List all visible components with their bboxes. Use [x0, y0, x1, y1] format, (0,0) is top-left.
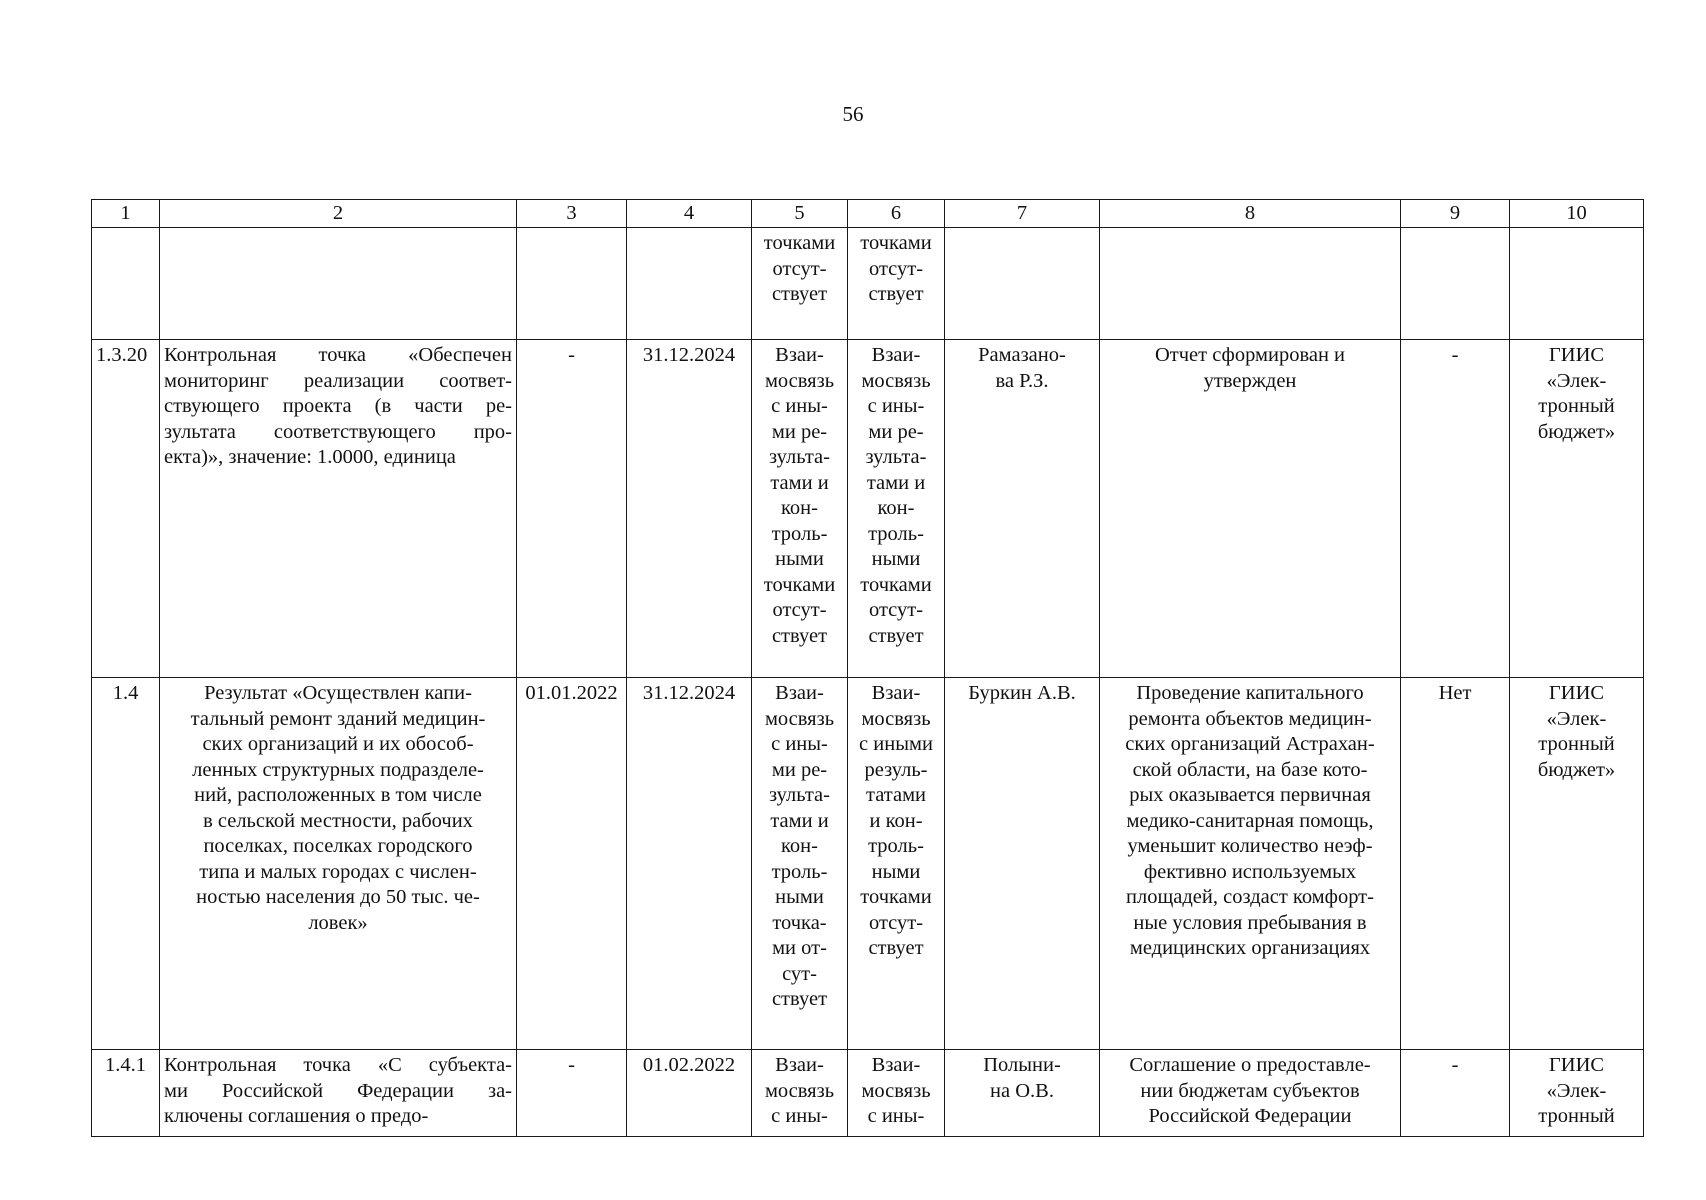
cell-text-line: сут- — [782, 962, 817, 985]
cell-text-line: ми ре- — [771, 420, 828, 443]
cell-text-line: ными — [871, 860, 921, 883]
table-cell — [945, 340, 1100, 678]
cell-text-line — [164, 231, 512, 257]
cell-text-line: ми ре- — [771, 758, 828, 781]
cell-text-line: точками — [860, 232, 932, 254]
cell-text-line — [1514, 231, 1639, 257]
cell-text-line: с иными — [859, 733, 933, 755]
table-cell — [752, 678, 848, 1050]
table-cell — [160, 678, 517, 1050]
cell-text-line: утвержден — [1203, 369, 1297, 392]
cell-text-line: 31.12.2024 — [642, 682, 736, 704]
cell-text-line: татами — [865, 784, 927, 806]
cell-text-line: медицинских организациях — [1129, 937, 1371, 959]
cell-text-line: 1.3.20 — [96, 344, 148, 366]
cell-text-line — [1405, 231, 1505, 257]
table-body — [92, 200, 1644, 1137]
table-cell — [1100, 678, 1401, 1050]
cell-text-line: Взаи- — [775, 682, 824, 704]
cell-text-line: отсут- — [772, 599, 827, 621]
cell-text-line: зультата соответствующего про- — [164, 420, 512, 443]
table-cell — [517, 678, 627, 1050]
cell-text-line: ствует — [868, 624, 924, 647]
cell-text-line: в сельской местности, рабочих — [203, 809, 473, 832]
cell-text-line: зульта- — [769, 446, 830, 468]
cell-text-line: троль- — [771, 860, 828, 883]
cell-text-line: ми Российской Федерации за- — [164, 1079, 512, 1102]
cell-text-line: ми от- — [772, 937, 827, 959]
cell-text-line: троль- — [868, 835, 924, 857]
table-cell — [752, 228, 848, 340]
cell-text-line: мосвязь — [764, 1079, 835, 1102]
cell-text-line: точка- — [772, 911, 827, 934]
cell-text-line: кон- — [781, 835, 818, 857]
table-row — [92, 1050, 1644, 1137]
cell-text-line: бюджет» — [1537, 758, 1616, 781]
cell-text-line: ва Р.З. — [995, 369, 1049, 392]
cell-text-line: ГИИС — [1548, 1054, 1605, 1076]
cell-text-line: Контрольная точка «С субъекта- — [164, 1054, 512, 1076]
table-cell — [848, 228, 945, 340]
table-cell — [1100, 340, 1401, 678]
cell-text-line: зульта- — [865, 446, 927, 468]
column-number-cell: 7 — [945, 200, 1100, 228]
cell-text-line: на О.В. — [990, 1079, 1054, 1102]
cell-text-line: тронный — [1538, 1105, 1615, 1127]
table-cell — [627, 228, 752, 340]
cell-text-line — [1104, 231, 1396, 257]
cell-text-line: Соглашение о предоставле- — [1129, 1054, 1371, 1076]
cell-text-line: Нет — [1438, 682, 1472, 704]
column-number-row — [92, 200, 1644, 228]
cell-text-line: ствует — [771, 624, 828, 647]
cell-text-line: мосвязь — [764, 369, 835, 392]
cell-text-line: нии бюджетам субъектов — [1140, 1079, 1360, 1102]
cell-text-line: отсут- — [868, 911, 924, 934]
cell-text-line: ключены соглашения о предо- — [164, 1105, 429, 1127]
cell-text-line — [631, 231, 747, 257]
cell-text-line: Взаи- — [871, 1054, 921, 1076]
cell-text-line: зульта- — [769, 784, 830, 806]
cell-text-line: Полыни- — [983, 1054, 1061, 1076]
cell-text-line: бюджет» — [1537, 420, 1616, 443]
cell-text-line: 01.01.2022 — [525, 682, 618, 704]
cell-text-line: мосвязь — [861, 707, 931, 730]
table-cell — [92, 228, 160, 340]
table-cell — [627, 340, 752, 678]
table-cell — [1510, 678, 1644, 1050]
table-cell — [752, 340, 848, 678]
cell-text-line: ностью населения до 50 тыс. че- — [196, 886, 480, 908]
cell-text-line: мосвязь — [861, 369, 931, 392]
cell-text-line — [521, 231, 622, 257]
cell-text-line: ских организаций и их обособ- — [202, 733, 474, 755]
cell-text-line: тронный — [1538, 733, 1615, 755]
column-number-cell: 1 — [92, 200, 160, 228]
table-cell — [1401, 340, 1510, 678]
cell-text-line: отсут- — [868, 257, 924, 280]
cell-text-line: Взаи- — [871, 344, 921, 366]
column-number-cell: 3 — [517, 200, 627, 228]
table-cell — [1401, 1050, 1510, 1137]
cell-text-line: тальный ремонт зданий медицин- — [190, 707, 486, 730]
cell-text-line: Взаи- — [775, 1054, 824, 1076]
cell-text-line: «Элек- — [1546, 369, 1607, 392]
cell-text-line: ГИИС — [1548, 682, 1605, 704]
table-cell — [1401, 678, 1510, 1050]
cell-text-line: тами и — [770, 809, 829, 832]
cell-text-line: точками — [860, 886, 932, 908]
cell-text-line: мосвязь — [764, 707, 835, 730]
cell-text-line: ленных структурных подразделе- — [192, 758, 484, 781]
table-cell — [160, 340, 517, 678]
cell-text-line: ствует — [771, 988, 828, 1010]
cell-text-line: 31.12.2024 — [642, 344, 736, 366]
column-number-cell: 4 — [627, 200, 752, 228]
table-cell — [517, 340, 627, 678]
table-row — [92, 678, 1644, 1050]
table-cell — [1100, 1050, 1401, 1137]
cell-text-line: с ины- — [867, 395, 925, 417]
cell-text-line: точками — [763, 232, 836, 254]
table-row — [92, 228, 1644, 340]
cell-text-line: Отчет сформирован и — [1154, 344, 1346, 366]
column-number-cell: 9 — [1401, 200, 1510, 228]
cell-text-line: ствует — [868, 937, 924, 959]
cell-text-line: с ины- — [771, 395, 828, 417]
cell-text-line: - — [568, 1054, 575, 1076]
table-cell — [627, 678, 752, 1050]
cell-text-line: ремонта объектов медицин- — [1128, 707, 1372, 730]
cell-text-line: точками — [763, 573, 836, 596]
table-cell — [848, 340, 945, 678]
cell-text-line: Проведение капитального — [1136, 682, 1364, 704]
cell-text-line: Рамазано- — [978, 344, 1066, 366]
cell-text-line: фективно используемых — [1143, 860, 1357, 883]
cell-text-line: ских организаций Астрахан- — [1125, 733, 1375, 755]
cell-text-line: с ины- — [771, 733, 828, 755]
table-cell — [1510, 1050, 1644, 1137]
cell-text-line: ными — [775, 548, 824, 570]
cell-text-line: мосвязь — [861, 1079, 931, 1102]
cell-text-line: кон- — [877, 497, 915, 519]
cell-text-line: мониторинг реализации соответ- — [164, 369, 512, 392]
cell-text-line: тронный — [1538, 395, 1615, 417]
cell-text-line: кон- — [781, 497, 818, 519]
page-number: 56 — [842, 102, 864, 126]
cell-text-line: ми ре- — [868, 420, 924, 443]
cell-text-line — [949, 231, 1095, 257]
cell-text-line: 01.02.2022 — [642, 1054, 736, 1076]
table-cell — [517, 228, 627, 340]
cell-text-line: поселках, поселках городского — [203, 835, 473, 857]
table-cell — [517, 1050, 627, 1137]
table-cell — [945, 1050, 1100, 1137]
cell-text-line: точками — [860, 573, 932, 596]
table-cell — [92, 1050, 160, 1137]
table-cell — [945, 228, 1100, 340]
table-cell — [627, 1050, 752, 1137]
table-cell — [752, 1050, 848, 1137]
table-cell — [92, 678, 160, 1050]
table-row — [92, 340, 1644, 678]
cell-text-line: - — [1451, 344, 1459, 366]
cell-text-line: Взаи- — [871, 682, 921, 704]
cell-text-line: тами и — [770, 471, 829, 494]
cell-text-line: ствует — [771, 283, 828, 305]
cell-text-line: с ины- — [867, 1105, 925, 1127]
table-cell — [848, 678, 945, 1050]
cell-text-line — [96, 231, 155, 257]
table-cell — [1401, 228, 1510, 340]
table-cell — [848, 1050, 945, 1137]
table-cell — [160, 228, 517, 340]
cell-text-line: отсут- — [772, 257, 827, 280]
cell-text-line: ными — [775, 886, 824, 908]
cell-text-line: с ины- — [771, 1105, 828, 1127]
cell-text-line: - — [1451, 1054, 1459, 1076]
cell-text-line: площадей, создаст комфорт- — [1126, 886, 1374, 908]
cell-text-line: 1.4 — [112, 682, 139, 704]
cell-text-line: троль- — [771, 522, 828, 545]
cell-text-line: ными — [871, 548, 921, 570]
table-cell — [92, 340, 160, 678]
cell-text-line: Буркин А.В. — [968, 682, 1076, 704]
cell-text-line: ской области, на базе кото- — [1132, 758, 1368, 781]
cell-text-line: и кон- — [869, 809, 923, 832]
cell-text-line: уменьшит количество неэф- — [1127, 835, 1373, 857]
cell-text-line: 1.4.1 — [105, 1054, 146, 1076]
column-number-cell: 8 — [1100, 200, 1401, 228]
cell-text-line: медико-санитарная помощь, — [1126, 809, 1374, 832]
column-number-cell: 5 — [752, 200, 848, 228]
cell-text-line: ловек» — [308, 911, 368, 934]
cell-text-line: Результат «Осуществлен капи- — [204, 682, 472, 704]
cell-text-line: Взаи- — [775, 344, 824, 366]
column-number-cell: 10 — [1510, 200, 1644, 228]
cell-text-line: «Элек- — [1546, 1079, 1607, 1102]
table-cell — [160, 1050, 517, 1137]
cell-text-line: резуль- — [864, 758, 928, 781]
cell-text-line: екта)», значение: 1.0000, единица — [164, 446, 456, 468]
cell-text-line: типа и малых городах с числен- — [199, 860, 477, 883]
cell-text-line: Контрольная точка «Обеспечен — [164, 344, 512, 366]
cell-text-line: - — [568, 344, 575, 366]
table-cell — [1510, 340, 1644, 678]
table-cell — [1510, 228, 1644, 340]
cell-text-line: ствующего проекта (в части ре- — [164, 395, 512, 417]
cell-text-line: рых оказывается первичная — [1129, 784, 1371, 806]
table-cell — [1100, 228, 1401, 340]
cell-text-line: Российской Федерации — [1148, 1105, 1352, 1127]
column-number-cell: 6 — [848, 200, 945, 228]
table-cell — [945, 678, 1100, 1050]
document-table — [91, 199, 1644, 1137]
cell-text-line: ГИИС — [1548, 344, 1605, 366]
cell-text-line: ствует — [868, 283, 924, 305]
cell-text-line: троль- — [868, 522, 924, 545]
cell-text-line: отсут- — [868, 599, 924, 621]
cell-text-line: «Элек- — [1546, 707, 1607, 730]
column-number-cell: 2 — [160, 200, 517, 228]
cell-text-line: ные условия пребывания в — [1133, 911, 1367, 934]
cell-text-line: ний, расположенных в том числе — [194, 784, 482, 806]
cell-text-line: тами и — [866, 471, 926, 494]
